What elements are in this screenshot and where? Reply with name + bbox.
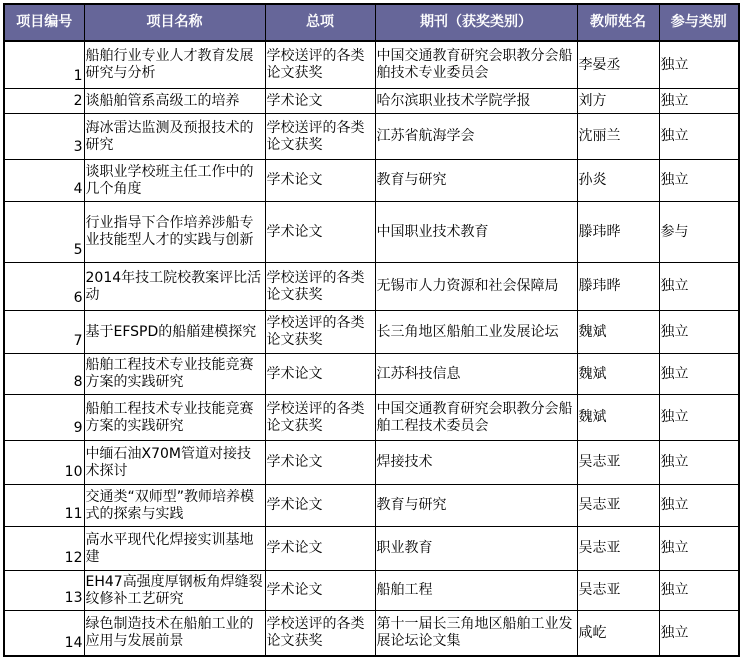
- table-row: [4, 354, 739, 395]
- journal-cell: 中国交通教育研究会职教分会船舶工程技术委员会: [375, 395, 577, 441]
- header-row: [4, 4, 739, 41]
- journal-cell: 中国交通教育研究会职教分会船舶技术专业委员会: [375, 41, 577, 89]
- teacher-cell: 孙炎: [577, 160, 659, 202]
- journal-cell: 教育与研究: [375, 485, 577, 527]
- project-name-cell: 船舶工程技术专业技能竞赛方案的实践研究: [84, 395, 265, 441]
- journal-cell: 中国职业技术教育: [375, 202, 577, 263]
- table-row: [4, 527, 739, 571]
- participation-cell: 参与: [659, 202, 739, 263]
- header-teacher: 教师姓名: [577, 4, 659, 41]
- project-id-cell: 12: [4, 527, 84, 571]
- table-body: [4, 41, 739, 656]
- header-project-name: 项目名称: [84, 4, 265, 41]
- table-row: [4, 485, 739, 527]
- journal-cell: 无锡市人力资源和社会保障局: [375, 263, 577, 311]
- teacher-cell: 魏斌: [577, 395, 659, 441]
- project-id-cell: 11: [4, 485, 84, 527]
- participation-cell: 独立: [659, 41, 739, 89]
- project-id-cell: 7: [4, 311, 84, 354]
- teacher-cell: 吴志亚: [577, 441, 659, 485]
- journal-cell: 第十一届长三角地区船舶工业发展论坛论文集: [375, 611, 577, 657]
- project-name-cell: 行业指导下合作培养涉船专业技能型人才的实践与创新: [84, 202, 265, 263]
- category-cell: 学术论文: [265, 354, 375, 395]
- category-cell: 学术论文: [265, 527, 375, 571]
- table-row: [4, 311, 739, 354]
- category-cell: 学术论文: [265, 571, 375, 611]
- header-project-id: 项目编号: [4, 4, 84, 41]
- category-cell: 学术论文: [265, 160, 375, 202]
- teacher-cell: 魏斌: [577, 311, 659, 354]
- project-id-cell: 2: [4, 89, 84, 114]
- project-name-cell: 海冰雷达监测及预报技术的研究: [84, 114, 265, 160]
- project-id-cell: 5: [4, 202, 84, 263]
- project-name-cell: 基于EFSPD的船艏建模探究: [84, 311, 265, 354]
- project-name-cell: 绿色制造技术在船舶工业的应用与发展前景: [84, 611, 265, 657]
- header-category: 总项: [265, 4, 375, 41]
- journal-cell: 船舶工程: [375, 571, 577, 611]
- participation-cell: 独立: [659, 485, 739, 527]
- table-row: [4, 263, 739, 311]
- category-cell: 学校送评的各类论文获奖: [265, 263, 375, 311]
- journal-cell: 教育与研究: [375, 160, 577, 202]
- participation-cell: 独立: [659, 263, 739, 311]
- participation-cell: 独立: [659, 114, 739, 160]
- category-cell: 学校送评的各类论文获奖: [265, 611, 375, 657]
- category-cell: 学校送评的各类论文获奖: [265, 395, 375, 441]
- table-row: [4, 441, 739, 485]
- journal-cell: 江苏省航海学会: [375, 114, 577, 160]
- teacher-cell: 吴志亚: [577, 571, 659, 611]
- participation-cell: 独立: [659, 395, 739, 441]
- participation-cell: 独立: [659, 441, 739, 485]
- participation-cell: 独立: [659, 160, 739, 202]
- teacher-cell: 刘方: [577, 89, 659, 114]
- participation-cell: 独立: [659, 89, 739, 114]
- category-cell: 学术论文: [265, 485, 375, 527]
- header-journal: 期刊（获奖类别）: [375, 4, 577, 41]
- category-cell: 学术论文: [265, 202, 375, 263]
- project-name-cell: 高水平现代化焊接实训基地建: [84, 527, 265, 571]
- project-name-cell: 船舶行业专业人才教育发展研究与分析: [84, 41, 265, 89]
- project-name-cell: 谈船舶管系高级工的培养: [84, 89, 265, 114]
- project-name-cell: 中缅石油X70M管道对接技术探讨: [84, 441, 265, 485]
- participation-cell: 独立: [659, 571, 739, 611]
- table-header: [4, 4, 739, 41]
- table-row: [4, 611, 739, 657]
- project-name-cell: 2014年技工院校教案评比活动: [84, 263, 265, 311]
- table-row: [4, 395, 739, 441]
- project-id-cell: 8: [4, 354, 84, 395]
- header-participation: 参与类别: [659, 4, 739, 41]
- journal-cell: 长三角地区船舶工业发展论坛: [375, 311, 577, 354]
- teacher-cell: 吴志亚: [577, 485, 659, 527]
- journal-cell: 焊接技术: [375, 441, 577, 485]
- category-cell: 学校送评的各类论文获奖: [265, 114, 375, 160]
- project-id-cell: 10: [4, 441, 84, 485]
- teacher-cell: 李晏丞: [577, 41, 659, 89]
- project-name-cell: 船舶工程技术专业技能竞赛方案的实践研究: [84, 354, 265, 395]
- teacher-cell: 沈丽兰: [577, 114, 659, 160]
- participation-cell: 独立: [659, 311, 739, 354]
- table-row: [4, 202, 739, 263]
- journal-cell: 哈尔滨职业技术学院学报: [375, 89, 577, 114]
- category-cell: 学校送评的各类论文获奖: [265, 41, 375, 89]
- projects-table: [3, 3, 740, 657]
- teacher-cell: 滕玮晔: [577, 263, 659, 311]
- project-id-cell: 4: [4, 160, 84, 202]
- project-name-cell: EH47高强度厚钢板角焊缝裂纹修补工艺研究: [84, 571, 265, 611]
- teacher-cell: 滕玮晔: [577, 202, 659, 263]
- category-cell: 学术论文: [265, 441, 375, 485]
- table-row: [4, 41, 739, 89]
- table-row: [4, 160, 739, 202]
- project-id-cell: 14: [4, 611, 84, 657]
- table-row: [4, 571, 739, 611]
- journal-cell: 江苏科技信息: [375, 354, 577, 395]
- table-row: [4, 114, 739, 160]
- teacher-cell: 魏斌: [577, 354, 659, 395]
- project-name-cell: 谈职业学校班主任工作中的几个角度: [84, 160, 265, 202]
- participation-cell: 独立: [659, 527, 739, 571]
- project-id-cell: 9: [4, 395, 84, 441]
- project-name-cell: 交通类“双师型”教师培养模式的探索与实践: [84, 485, 265, 527]
- journal-cell: 职业教育: [375, 527, 577, 571]
- teacher-cell: 咸屹: [577, 611, 659, 657]
- category-cell: 学校送评的各类论文获奖: [265, 311, 375, 354]
- project-id-cell: 6: [4, 263, 84, 311]
- participation-cell: 独立: [659, 354, 739, 395]
- participation-cell: 独立: [659, 611, 739, 657]
- table-row: [4, 89, 739, 114]
- project-id-cell: 13: [4, 571, 84, 611]
- category-cell: 学术论文: [265, 89, 375, 114]
- teacher-cell: 吴志亚: [577, 527, 659, 571]
- project-id-cell: 3: [4, 114, 84, 160]
- project-id-cell: 1: [4, 41, 84, 89]
